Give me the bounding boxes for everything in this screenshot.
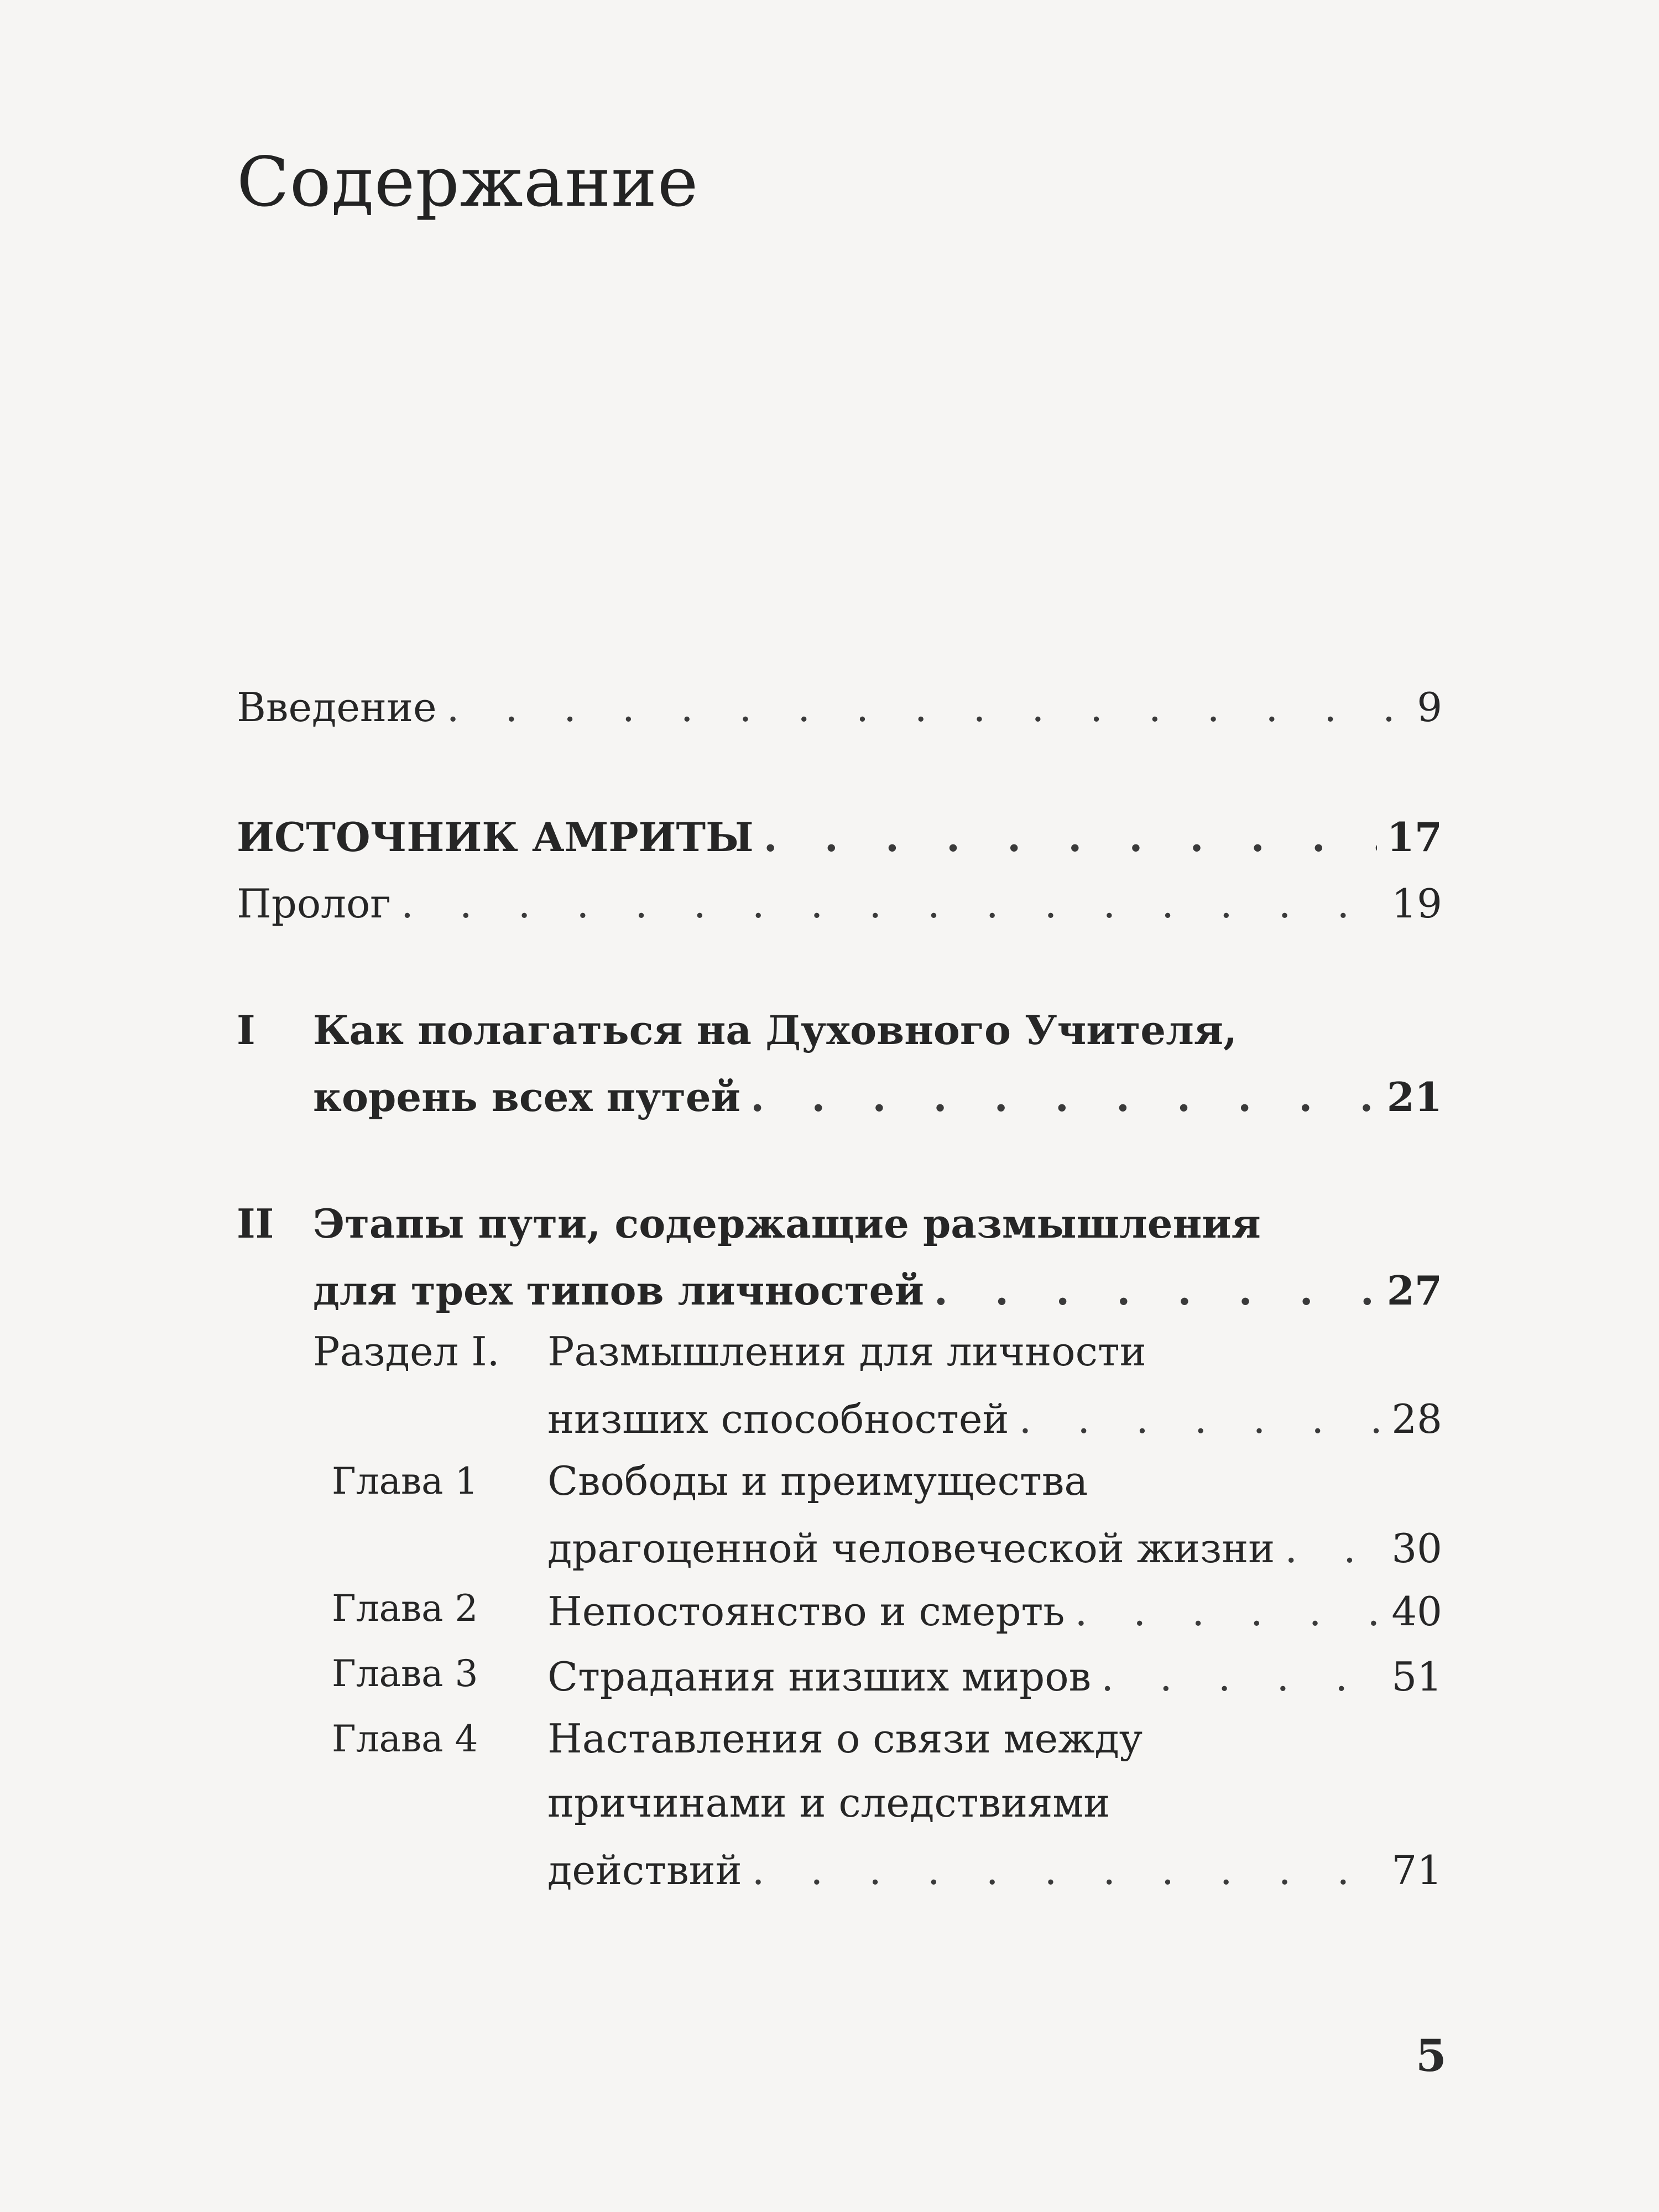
toc-page-number: 40 bbox=[1391, 1588, 1442, 1635]
toc-entry-section1 bbox=[547, 1378, 1442, 1442]
toc-entry-label: драгоценной человеческой жизни bbox=[547, 1525, 1275, 1572]
toc-page-number: 71 bbox=[1391, 1847, 1442, 1893]
leader-dots bbox=[1019, 1399, 1381, 1439]
toc-page-number: 17 bbox=[1386, 813, 1442, 860]
toc-entry-label: Пролог bbox=[237, 880, 392, 927]
toc-entry-label: корень всех путей bbox=[313, 1073, 741, 1120]
leader-dots bbox=[1101, 1657, 1381, 1697]
toc-entry-label: для трех типов личностей bbox=[313, 1267, 924, 1314]
chapter-title-line: причинами и следствиями bbox=[547, 1780, 1110, 1826]
toc-entry-label: низших способностей bbox=[547, 1396, 1009, 1442]
toc-entry-ch1 bbox=[547, 1507, 1442, 1572]
toc-page-number: 28 bbox=[1391, 1396, 1442, 1442]
leader-dots bbox=[1285, 1528, 1381, 1568]
toc-entry-ch3 bbox=[547, 1636, 1442, 1700]
toc-page-number: 9 bbox=[1417, 684, 1442, 731]
toc-entry-part2 bbox=[313, 1250, 1442, 1314]
toc-page-number: 27 bbox=[1386, 1267, 1442, 1314]
chapter-title-line: Свободы и преимущества bbox=[547, 1458, 1088, 1504]
part-number: II bbox=[237, 1200, 274, 1247]
leader-dots bbox=[1075, 1592, 1382, 1631]
toc-page-number: 19 bbox=[1391, 880, 1442, 927]
part-title-line: Как полагаться на Духовного Учителя, bbox=[313, 1006, 1238, 1053]
section-label: Раздел I. bbox=[313, 1328, 500, 1375]
toc-entry-prologue bbox=[237, 863, 1442, 927]
chapter-label: Глава 2 bbox=[332, 1587, 478, 1630]
leader-dots bbox=[401, 884, 1381, 924]
part-title-line: Этапы пути, содержащие размышления bbox=[313, 1200, 1261, 1247]
leader-dots bbox=[447, 687, 1407, 727]
chapter-label: Глава 1 bbox=[332, 1460, 478, 1503]
part-number: I bbox=[237, 1006, 255, 1053]
leader-dots bbox=[752, 1850, 1382, 1890]
toc-entry-part1 bbox=[313, 1056, 1442, 1120]
toc-entry-ch2 bbox=[547, 1571, 1442, 1635]
toc-page-number: 30 bbox=[1391, 1525, 1442, 1572]
toc-page-number: 21 bbox=[1386, 1073, 1442, 1120]
leader-dots bbox=[764, 817, 1377, 857]
toc-entry-label: ИСТОЧНИК АМРИТЫ bbox=[237, 813, 754, 860]
toc-entry-label: Страдания низших миров bbox=[547, 1653, 1092, 1700]
chapter-title-line: Наставления о связи между bbox=[547, 1715, 1143, 1762]
page-title: Содержание bbox=[237, 143, 699, 222]
section-title-line: Размышления для личности bbox=[547, 1328, 1146, 1375]
toc-entry-label: Введение bbox=[237, 684, 437, 731]
toc-entry-source bbox=[237, 796, 1442, 860]
toc-entry-intro bbox=[237, 666, 1442, 731]
toc-page-number: 51 bbox=[1391, 1653, 1442, 1700]
leader-dots bbox=[934, 1271, 1377, 1311]
toc-entry-label: Непостоянство и смерть bbox=[547, 1588, 1065, 1635]
leader-dots bbox=[750, 1077, 1377, 1117]
chapter-label: Глава 4 bbox=[332, 1718, 478, 1760]
chapter-label: Глава 3 bbox=[332, 1652, 478, 1695]
toc-entry-ch4 bbox=[547, 1829, 1442, 1893]
page-number: 5 bbox=[1416, 2030, 1447, 2081]
toc-entry-label: действий bbox=[547, 1847, 742, 1893]
